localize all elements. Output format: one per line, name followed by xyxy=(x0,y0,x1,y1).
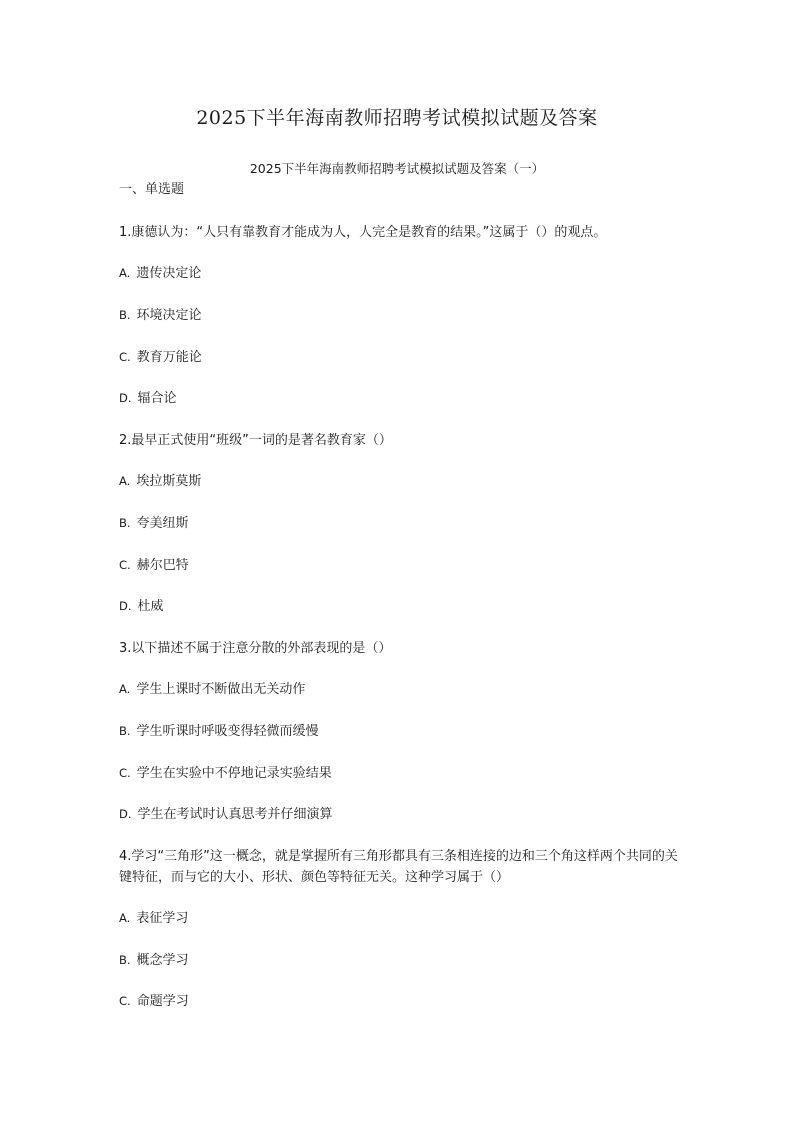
question-3: 3.以下描述不属于注意分散的外部表现的是（） xyxy=(119,641,392,656)
option-letter: B. xyxy=(119,953,131,967)
option-text: 学生在考试时认真思考并仔细演算 xyxy=(137,807,333,822)
question-4-option-c xyxy=(119,992,189,1011)
question-1-option-a xyxy=(119,264,201,283)
option-letter: A. xyxy=(119,474,131,488)
option-letter: D. xyxy=(119,807,132,821)
question-4-option-b xyxy=(119,951,189,970)
option-text: 遗传决定论 xyxy=(136,266,202,281)
question-4-option-a xyxy=(119,909,188,928)
question-3-option-a xyxy=(119,680,305,699)
option-letter: D. xyxy=(119,599,132,613)
question-1-option-b xyxy=(119,306,202,325)
question-2: 2.最早正式使用“班级”一词的是著名教育家（） xyxy=(119,433,392,448)
question-3-option-d xyxy=(119,805,333,824)
option-text: 环境决定论 xyxy=(136,308,202,323)
option-letter: B. xyxy=(119,724,131,738)
option-text: 杜威 xyxy=(137,599,164,614)
option-letter: A. xyxy=(119,911,131,925)
option-letter: D. xyxy=(119,391,132,405)
option-text: 学生听课时呼吸变得轻微而缓慢 xyxy=(136,724,319,739)
option-text: 夸美纽斯 xyxy=(136,516,189,531)
question-2-option-a xyxy=(119,472,201,491)
question-3-option-b xyxy=(119,722,319,741)
option-text: 学生上课时不断做出无关动作 xyxy=(136,682,306,697)
question-1-option-d xyxy=(119,389,177,408)
option-letter: C. xyxy=(119,350,131,364)
question-3-option-c xyxy=(119,764,332,783)
option-text: 辐合论 xyxy=(137,391,177,406)
option-letter: A. xyxy=(119,266,131,280)
option-letter: B. xyxy=(119,308,131,322)
option-text: 赫尔巴特 xyxy=(136,558,189,573)
option-text: 表征学习 xyxy=(136,911,189,926)
question-2-option-c xyxy=(119,556,189,575)
option-text: 埃拉斯莫斯 xyxy=(136,474,202,489)
option-text: 命题学习 xyxy=(136,994,189,1009)
option-text: 教育万能论 xyxy=(136,350,202,365)
option-letter: B. xyxy=(119,516,131,530)
option-text: 学生在实验中不停地记录实验结果 xyxy=(136,766,332,781)
question-4: 4.学习“三角形”这一概念，就是掌握所有三角形都具有三条相连接的边和三个角这样两个共同的关键特征，而与它的大小、形状、颜色等特征无关。这种学习属于（） xyxy=(119,849,678,885)
question-1: 1.康德认为：“人只有靠教育才能成为人，人完全是教育的结果。”这属于（）的观点。 xyxy=(119,225,607,240)
question-2-option-d xyxy=(119,597,164,616)
option-letter: C. xyxy=(119,766,131,780)
question-2-option-b xyxy=(119,514,189,533)
document-title: 2025下半年海南教师招聘考试模拟试题及答案 xyxy=(196,107,598,129)
document-subtitle: 2025下半年海南教师招聘考试模拟试题及答案（一） xyxy=(249,161,545,176)
option-letter: C. xyxy=(119,558,131,572)
option-letter: C. xyxy=(119,994,131,1008)
question-1-option-c xyxy=(119,348,202,367)
option-letter: A. xyxy=(119,682,131,696)
option-text: 概念学习 xyxy=(136,953,189,968)
section-heading: 一、单选题 xyxy=(119,182,185,197)
